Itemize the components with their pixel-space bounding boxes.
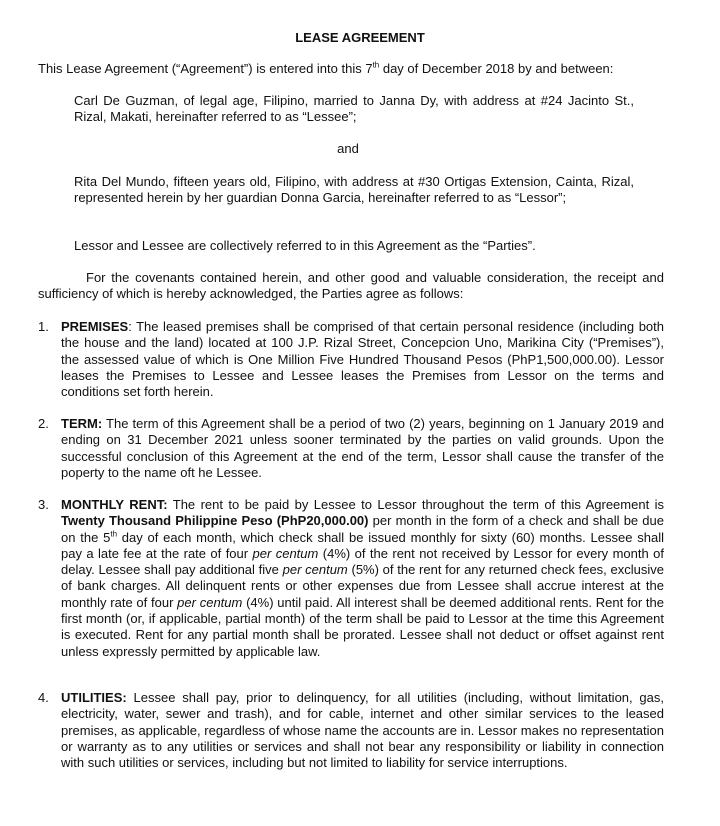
due-day-superscript: th xyxy=(110,529,118,539)
per-centum-term: per centum xyxy=(282,562,348,578)
clause-text: (5%) of the rent for any returned check fees, exclusive of bank charges. All delinquent rents or other expenses due from Lessee shall accrue interest at the monthly rate of four xyxy=(61,562,664,610)
intro-superscript: th xyxy=(372,60,380,70)
clause-term xyxy=(38,416,664,481)
clause-premises xyxy=(38,319,664,400)
rent-amount: Twenty Thousand Philippine Peso (PhP20,000.00) xyxy=(61,513,369,529)
and-separator: and xyxy=(337,141,359,156)
clause-utilities xyxy=(38,690,664,771)
clause-number: 2. xyxy=(38,416,49,431)
clause-body xyxy=(61,416,664,481)
clause-body xyxy=(61,497,664,660)
clause-heading: PREMISES xyxy=(61,319,129,334)
clause-text: day of each month, which check shall be issued monthly for sixty (60) months. Lessee shall pay a late fee at the rate of four xyxy=(61,529,664,561)
intro-text-end: day of December 2018 by and between: xyxy=(379,61,614,76)
clause-heading: MONTHLY RENT: xyxy=(61,497,168,512)
clause-text: The rent to be paid by Lessee to Lessor throughout the term of this Agreement is xyxy=(167,497,664,512)
clause-number: 3. xyxy=(38,497,49,512)
covenants-paragraph: For the covenants contained herein, and other good and valuable consideration, the receipt and sufficiency of which is hereby acknowledged, the Parties agree as follows: xyxy=(38,270,664,302)
intro-text-start: This Lease Agreement (“Agreement”) is entered into this 7 xyxy=(38,61,373,76)
clause-body xyxy=(61,690,664,771)
parties-statement: Lessor and Lessee are collectively referred to in this Agreement as the “Parties”. xyxy=(74,238,536,253)
per-centum-term: per centum xyxy=(177,594,243,610)
lessee-party-paragraph: Carl De Guzman, of legal age, Filipino, married to Janna Dy, with address at #24 Jacinto St., Rizal, Makati, hereinafter referred to as “Lessee”; xyxy=(74,93,634,125)
clause-number: 4. xyxy=(38,690,49,705)
clause-text: The term of this Agreement shall be a period of two (2) years, beginning on 1 January 2019 and ending on 31 December 2021 unless sooner terminated by the parties on valid grounds. Upon the successful conclusion of this Agreement at the end of the term, Lessor shall cause the transfer of the poperty to the name oft he Lessee. xyxy=(61,416,664,480)
clause-text: (4%) until paid. All interest shall be deemed additional rents. Rent for the first month (or, if applicable, partial month) of the term shall be paid to Lessor at the time this Agreement is executed. Rent for any partial month shall be prorated. Lessee shall not deduct or offset against rent unless expressly permitted by applicable law. xyxy=(61,594,664,659)
clause-body xyxy=(61,319,664,400)
intro-paragraph xyxy=(38,61,688,77)
clause-monthly-rent xyxy=(38,497,664,660)
clause-text: (4%) of the rent not received by Lessor for every month of delay. Lessee shall pay additional five xyxy=(61,545,664,578)
per-centum-term: per centum xyxy=(252,545,319,561)
document-title: LEASE AGREEMENT xyxy=(295,30,425,45)
clause-heading: TERM: xyxy=(61,416,103,431)
clause-text: Lessee shall pay, prior to delinquency, for all utilities (including, without limitation, gas, electricity, water, sewer and trash), and for cable, internet and other similar services to the leased premises, as applicable, regardless of whose name the accounts are in. Lessor makes no representation or warranty as to any utilities or services and shall not bear any responsibility or liability in connection with such utilities or services, including but not limited to liability for service interruptions. xyxy=(61,690,664,771)
lessor-party-paragraph: Rita Del Mundo, fifteen years old, Filipino, with address at #30 Ortigas Extension, Cainta, Rizal, represented herein by her guardian Donna Garcia, hereinafter referred to as “Lessor”; xyxy=(74,174,634,206)
clause-text: : The leased premises shall be comprised of that certain personal residence (including both the house and the land) located at 100 J.P. Rizal Street, Concepcion Uno, Marikina City (“Premises”), the assessed value of which is One Million Five Hundred Thousand Pesos (PhP1,500,000.00). Lessor leases the Premises to Lessee and Lessee leases the Premises from Lessor on the terms and conditions set forth herein. xyxy=(61,319,664,400)
clause-heading: UTILITIES: xyxy=(61,690,127,705)
clause-text: per month in the form of a check and shall be due on the 5 xyxy=(61,513,664,545)
clause-number: 1. xyxy=(38,319,49,334)
